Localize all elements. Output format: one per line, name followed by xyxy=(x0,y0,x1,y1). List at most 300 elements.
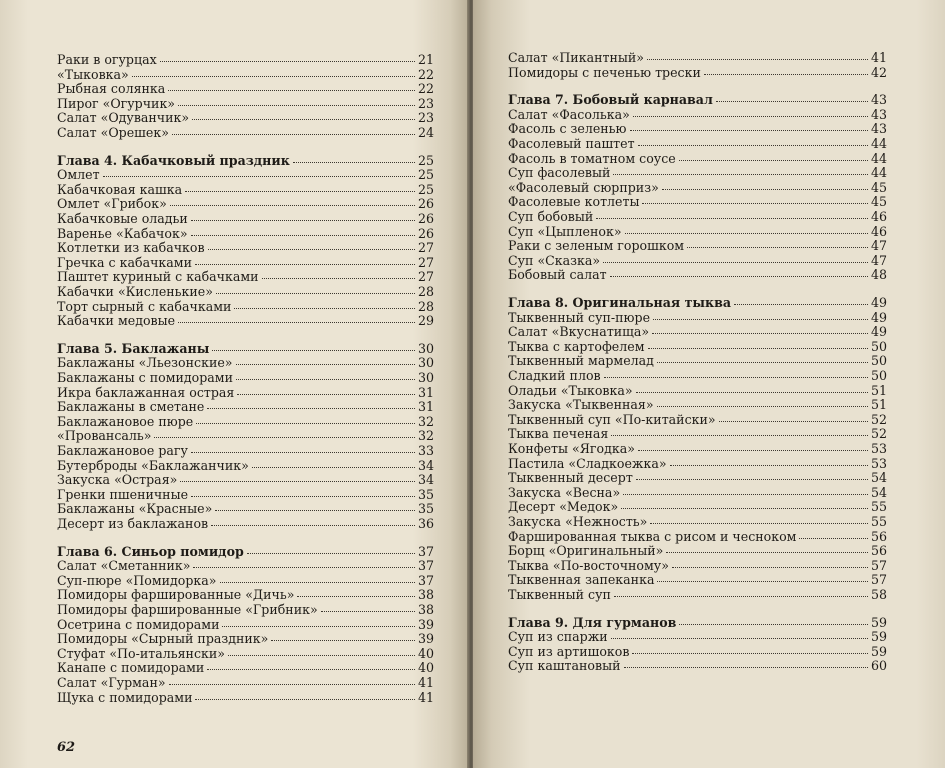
toc-entry xyxy=(508,427,887,441)
entry-title: Пастила «Сладкоежка» xyxy=(508,455,667,471)
entry-title: Суп из спаржи xyxy=(508,629,608,645)
dot-leader xyxy=(621,507,868,509)
entry-page-number: 48 xyxy=(870,267,887,283)
toc-entry xyxy=(508,354,887,368)
entry-page-number: 24 xyxy=(417,125,434,140)
entry-page-number: 59 xyxy=(870,614,887,630)
right-page xyxy=(473,0,945,768)
toc-entry xyxy=(57,632,434,646)
dot-leader xyxy=(614,595,868,597)
entry-page-number: 57 xyxy=(870,557,887,573)
entry-title: Канапе с помидорами xyxy=(57,660,205,676)
entry-title: Гренки пшеничные xyxy=(57,486,189,502)
toc-entry xyxy=(57,300,434,314)
dot-leader xyxy=(670,464,868,466)
dot-leader xyxy=(734,303,868,305)
toc-entry xyxy=(508,268,887,282)
dot-leader xyxy=(293,161,415,163)
dot-leader xyxy=(236,363,415,365)
toc-entry xyxy=(508,544,887,558)
dot-leader xyxy=(234,307,415,309)
toc-entry xyxy=(508,311,887,325)
entry-title: Салат «Орешек» xyxy=(57,125,169,140)
toc-entry xyxy=(508,630,887,644)
entry-title: Раки с зеленым горошком xyxy=(508,238,685,254)
toc-entry xyxy=(508,340,887,354)
dot-leader xyxy=(610,275,868,277)
entry-title: Тыква печеная xyxy=(508,426,609,442)
entry-title: Тыквенный мармелад xyxy=(508,353,654,369)
entry-page-number: 37 xyxy=(417,572,434,588)
entry-page-number: 41 xyxy=(870,50,887,65)
page-number: 62 xyxy=(57,740,76,755)
toc-entry xyxy=(57,517,434,531)
dot-leader xyxy=(687,246,868,248)
entry-title: Десерт «Медок» xyxy=(508,499,619,515)
dot-leader xyxy=(236,378,415,380)
toc-entry xyxy=(508,137,887,151)
dot-leader xyxy=(252,466,415,468)
entry-page-number: 25 xyxy=(417,181,434,197)
dot-leader xyxy=(662,188,868,190)
entry-page-number: 30 xyxy=(417,370,434,385)
entry-title: Тыквенный десерт xyxy=(508,470,633,486)
toc-entry xyxy=(57,68,434,82)
dot-leader xyxy=(228,654,415,656)
dot-leader xyxy=(195,263,415,265)
entry-page-number: 28 xyxy=(417,284,434,299)
entry-page-number: 28 xyxy=(417,298,434,314)
entry-title: Глава 8. Оригинальная тыква xyxy=(508,295,732,310)
entry-title: Осетрина с помидорами xyxy=(57,616,220,632)
entry-page-number: 30 xyxy=(417,340,434,356)
entry-title: Салат «Гурман» xyxy=(57,675,166,690)
toc-entry xyxy=(57,97,434,111)
entry-page-number: 31 xyxy=(417,399,434,415)
entry-page-number: 50 xyxy=(870,338,887,354)
toc-entry xyxy=(508,500,887,514)
entry-page-number: 41 xyxy=(417,689,434,705)
entry-title: Тыквенная запеканка xyxy=(508,572,655,588)
dot-leader xyxy=(220,581,415,583)
entry-page-number: 31 xyxy=(417,384,434,400)
entry-page-number: 49 xyxy=(870,324,887,340)
entry-page-number: 35 xyxy=(417,501,434,517)
entry-page-number: 43 xyxy=(870,92,887,108)
entry-page-number: 55 xyxy=(870,514,887,529)
dot-leader xyxy=(636,478,868,480)
dot-leader xyxy=(650,522,868,524)
dot-leader xyxy=(132,75,415,77)
dot-leader xyxy=(168,89,415,91)
dot-leader xyxy=(652,332,868,334)
dot-leader xyxy=(193,566,415,568)
dot-leader xyxy=(191,219,415,221)
entry-title: Салат «Одуванчик» xyxy=(57,110,190,126)
dot-leader xyxy=(321,610,415,612)
entry-title: Суп из артишоков xyxy=(508,643,630,659)
dot-leader xyxy=(207,668,415,670)
dot-leader xyxy=(657,405,868,407)
toc-entry xyxy=(57,691,434,705)
entry-page-number: 54 xyxy=(870,470,887,486)
entry-title: Помидоры фаршированные «Дичь» xyxy=(57,587,295,603)
entry-page-number: 29 xyxy=(417,313,434,329)
toc-entry xyxy=(57,183,434,197)
entry-title: Гречка с кабачками xyxy=(57,254,192,270)
entry-title: Баклажаны «Льезонские» xyxy=(57,355,233,371)
toc-entry xyxy=(57,400,434,414)
entry-title: Баклажановое рагу xyxy=(57,443,188,458)
entry-page-number: 56 xyxy=(870,528,887,544)
entry-page-number: 39 xyxy=(417,616,434,632)
entry-title: Тыквенный суп «По-китайски» xyxy=(508,411,716,427)
entry-page-number: 54 xyxy=(870,484,887,500)
entry-page-number: 46 xyxy=(870,209,887,224)
entry-page-number: 52 xyxy=(870,411,887,427)
entry-page-number: 43 xyxy=(870,121,887,137)
entry-page-number: 27 xyxy=(417,269,434,285)
dot-leader xyxy=(262,277,415,279)
entry-title: Суп бобовый xyxy=(508,209,594,224)
entry-page-number: 57 xyxy=(870,572,887,588)
entry-page-number: 55 xyxy=(870,499,887,515)
entry-title: Глава 7. Бобовый карнавал xyxy=(508,92,713,108)
toc-entry xyxy=(57,212,434,226)
dot-leader xyxy=(716,100,868,102)
toc-entry xyxy=(508,225,887,239)
dot-leader xyxy=(625,232,868,234)
toc-entry xyxy=(57,197,434,211)
entry-title: Глава 5. Баклажаны xyxy=(57,340,210,356)
toc-entry xyxy=(508,442,887,456)
entry-page-number: 51 xyxy=(870,397,887,413)
entry-title: Кабачковая кашка xyxy=(57,181,183,197)
toc-entry xyxy=(508,515,887,529)
dot-leader xyxy=(603,261,868,263)
entry-title: Салат «Фасолька» xyxy=(508,106,630,122)
dot-leader xyxy=(638,144,868,146)
entry-page-number: 32 xyxy=(417,428,434,444)
entry-page-number: 50 xyxy=(870,353,887,369)
toc-entry xyxy=(508,210,887,224)
entry-title: Конфеты «Ягодка» xyxy=(508,441,635,456)
toc-entry xyxy=(57,661,434,675)
entry-title: Тыквенный суп xyxy=(508,587,611,602)
entry-title: Омлет xyxy=(57,167,100,183)
dot-leader xyxy=(648,347,868,349)
dot-leader xyxy=(611,434,868,436)
toc-entry xyxy=(57,618,434,632)
toc-entry xyxy=(57,574,434,588)
entry-title: Фасолевые котлеты xyxy=(508,194,640,210)
entry-title: «Фасолевый сюрприз» xyxy=(508,179,659,195)
toc-chapter-entry xyxy=(508,616,887,630)
entry-title: Глава 6. Синьор помидор xyxy=(57,543,244,559)
entry-page-number: 27 xyxy=(417,240,434,256)
entry-title: Фаршированная тыква с рисом и чесноком xyxy=(508,528,797,544)
entry-title: Глава 9. Для гурманов xyxy=(508,614,677,630)
dot-leader xyxy=(169,683,415,685)
entry-page-number: 36 xyxy=(417,516,434,531)
entry-page-number: 51 xyxy=(870,382,887,398)
dot-leader xyxy=(613,173,868,175)
toc-entry xyxy=(57,126,434,140)
dot-leader xyxy=(719,420,868,422)
entry-page-number: 47 xyxy=(870,252,887,268)
dot-leader xyxy=(191,234,415,236)
left-page xyxy=(0,0,469,768)
entry-page-number: 47 xyxy=(870,238,887,254)
toc-entry xyxy=(508,588,887,602)
entry-title: Помидоры фаршированные «Грибник» xyxy=(57,602,318,617)
toc-entry xyxy=(57,559,434,573)
entry-page-number: 44 xyxy=(870,165,887,181)
entry-page-number: 45 xyxy=(870,194,887,210)
entry-page-number: 22 xyxy=(417,81,434,97)
toc-entry xyxy=(57,227,434,241)
toc-entry xyxy=(57,386,434,400)
entry-title: Щука с помидорами xyxy=(57,689,193,705)
toc-entry xyxy=(57,603,434,617)
toc-entry xyxy=(57,588,434,602)
entry-title: Баклажаны в сметане xyxy=(57,399,205,415)
entry-page-number: 26 xyxy=(417,211,434,226)
toc-entry xyxy=(508,166,887,180)
entry-page-number: 33 xyxy=(417,443,434,458)
entry-page-number: 37 xyxy=(417,558,434,574)
dot-leader xyxy=(178,321,415,323)
toc-entry xyxy=(57,270,434,284)
entry-title: Салат «Сметанник» xyxy=(57,558,191,574)
entry-title: Оладьи «Тыковка» xyxy=(508,382,633,398)
entry-page-number: 59 xyxy=(870,643,887,659)
entry-title: Бутерброды «Баклажанчик» xyxy=(57,457,249,473)
entry-title: Бобовый салат xyxy=(508,267,607,283)
entry-page-number: 22 xyxy=(417,66,434,82)
entry-title: Фасолевый паштет xyxy=(508,136,635,151)
toc-entry xyxy=(508,471,887,485)
toc-entry xyxy=(508,181,887,195)
dot-leader xyxy=(623,493,868,495)
dot-leader xyxy=(642,202,867,204)
entry-page-number: 23 xyxy=(417,110,434,126)
entry-page-number: 35 xyxy=(417,486,434,502)
entry-page-number: 25 xyxy=(417,152,434,168)
entry-title: Салат «Пикантный» xyxy=(508,50,644,65)
toc-entry xyxy=(57,314,434,328)
toc-entry xyxy=(57,168,434,182)
toc-entry xyxy=(508,239,887,253)
entry-page-number: 56 xyxy=(870,543,887,559)
toc-entry xyxy=(57,444,434,458)
entry-page-number: 32 xyxy=(417,413,434,429)
dot-leader xyxy=(604,376,868,378)
toc-entry xyxy=(508,486,887,500)
toc-entry xyxy=(508,530,887,544)
entry-page-number: 21 xyxy=(417,52,434,67)
entry-title: Глава 4. Кабачковый праздник xyxy=(57,152,290,168)
toc-entry xyxy=(57,256,434,270)
dot-leader xyxy=(638,449,868,451)
entry-page-number: 27 xyxy=(417,254,434,270)
entry-title: Торт сырный с кабачками xyxy=(57,298,232,314)
entry-page-number: 30 xyxy=(417,355,434,371)
entry-title: Кабачки «Кисленькие» xyxy=(57,284,213,299)
entry-page-number: 49 xyxy=(870,295,887,310)
dot-leader xyxy=(653,318,868,320)
dot-leader xyxy=(196,422,415,424)
entry-page-number: 43 xyxy=(870,106,887,122)
entry-title: Омлет «Грибок» xyxy=(57,196,167,212)
dot-leader xyxy=(657,580,868,582)
entry-title: Кабачки медовые xyxy=(57,313,176,329)
toc-chapter-entry xyxy=(508,93,887,107)
entry-title: Закуска «Тыквенная» xyxy=(508,397,654,413)
entry-title: Стуфат «По-итальянски» xyxy=(57,645,225,661)
entry-page-number: 34 xyxy=(417,457,434,473)
entry-title: Суп-пюре «Помидорка» xyxy=(57,572,217,588)
dot-leader xyxy=(679,159,868,161)
toc-entry xyxy=(508,384,887,398)
entry-title: «Провансаль» xyxy=(57,428,152,444)
entry-page-number: 26 xyxy=(417,225,434,241)
entry-title: Тыквенный суп-пюре xyxy=(508,309,651,325)
entry-page-number: 23 xyxy=(417,95,434,111)
entry-title: Паштет куриный с кабачками xyxy=(57,269,259,285)
toc-entry xyxy=(57,356,434,370)
dot-leader xyxy=(170,204,415,206)
entry-page-number: 37 xyxy=(417,543,434,559)
dot-leader xyxy=(271,639,415,641)
entry-title: Сладкий плов xyxy=(508,368,601,383)
entry-page-number: 53 xyxy=(870,455,887,471)
toc-entry xyxy=(508,51,887,65)
entry-page-number: 49 xyxy=(870,309,887,325)
toc-entry xyxy=(57,371,434,385)
dot-leader xyxy=(215,509,415,511)
entry-title: Кабачковые оладьи xyxy=(57,211,188,226)
dot-leader xyxy=(216,292,415,294)
dot-leader xyxy=(596,217,868,219)
toc-entry xyxy=(57,502,434,516)
dot-leader xyxy=(247,552,415,554)
entry-page-number: 25 xyxy=(417,167,434,183)
dot-leader xyxy=(297,595,415,597)
toc-entry xyxy=(57,111,434,125)
toc-entry xyxy=(508,659,887,673)
dot-leader xyxy=(611,637,868,639)
dot-leader xyxy=(191,495,415,497)
dot-leader xyxy=(624,666,868,668)
dot-leader xyxy=(630,129,868,131)
entry-title: Салат «Вкуснатища» xyxy=(508,324,650,340)
dot-leader xyxy=(180,480,415,482)
toc-entry xyxy=(57,647,434,661)
toc-entry xyxy=(508,457,887,471)
entry-title: Суп фасолевый xyxy=(508,165,611,181)
dot-leader xyxy=(212,349,415,351)
dot-leader xyxy=(211,524,415,526)
entry-page-number: 39 xyxy=(417,631,434,647)
entry-title: Баклажаны с помидорами xyxy=(57,370,233,385)
toc-entry xyxy=(57,415,434,429)
toc-entry xyxy=(57,285,434,299)
toc-entry xyxy=(57,473,434,487)
toc-chapter-entry xyxy=(508,296,887,310)
dot-leader xyxy=(633,115,868,117)
toc-entry xyxy=(508,369,887,383)
toc-entry xyxy=(508,195,887,209)
dot-leader xyxy=(799,537,867,539)
toc-entry xyxy=(57,676,434,690)
dot-leader xyxy=(195,698,414,700)
toc-entry xyxy=(57,459,434,473)
toc-entry xyxy=(508,573,887,587)
toc-entry xyxy=(57,82,434,96)
entry-title: Фасоль с зеленью xyxy=(508,121,627,137)
toc-entry xyxy=(508,645,887,659)
dot-leader xyxy=(185,190,415,192)
entry-page-number: 58 xyxy=(870,587,887,602)
entry-page-number: 44 xyxy=(870,150,887,166)
entry-title: Десерт из баклажанов xyxy=(57,516,209,531)
entry-title: Суп «Сказка» xyxy=(508,252,601,268)
entry-page-number: 52 xyxy=(870,426,887,442)
entry-page-number: 46 xyxy=(870,223,887,239)
entry-title: Тыква с картофелем xyxy=(508,338,645,354)
entry-title: Суп «Цыпленок» xyxy=(508,223,622,239)
entry-page-number: 60 xyxy=(870,658,887,674)
dot-leader xyxy=(103,175,415,177)
dot-leader xyxy=(192,118,415,120)
entry-title: Борщ «Оригинальный» xyxy=(508,543,664,559)
dot-leader xyxy=(222,625,414,627)
entry-title: Помидоры «Сырный праздник» xyxy=(57,631,269,647)
entry-title: Закуска «Нежность» xyxy=(508,514,648,529)
toc-entry xyxy=(57,53,434,67)
dot-leader xyxy=(208,248,415,250)
entry-page-number: 40 xyxy=(417,645,434,661)
entry-page-number: 59 xyxy=(870,629,887,645)
dot-leader xyxy=(666,551,868,553)
entry-title: Суп каштановый xyxy=(508,658,621,674)
toc-entry xyxy=(57,429,434,443)
toc-chapter-entry xyxy=(57,342,434,356)
entry-page-number: 44 xyxy=(870,136,887,151)
dot-leader xyxy=(657,361,868,363)
toc-chapter-entry xyxy=(57,154,434,168)
entry-title: Закуска «Острая» xyxy=(57,472,178,488)
entry-title: Тыква «По-восточному» xyxy=(508,557,669,573)
entry-title: Помидоры с печенью трески xyxy=(508,64,701,80)
entry-title: «Тыковка» xyxy=(57,66,129,82)
entry-title: Пирог «Огурчик» xyxy=(57,95,176,111)
toc-entry xyxy=(57,241,434,255)
entry-page-number: 42 xyxy=(870,64,887,80)
entry-title: Икра баклажанная острая xyxy=(57,384,235,400)
toc-entry xyxy=(508,325,887,339)
toc-entry xyxy=(508,413,887,427)
entry-title: Баклажаны «Красные» xyxy=(57,501,213,517)
dot-leader xyxy=(178,104,415,106)
entry-page-number: 41 xyxy=(417,675,434,690)
dot-leader xyxy=(679,623,868,625)
dot-leader xyxy=(160,60,415,62)
toc-entry xyxy=(508,398,887,412)
dot-leader xyxy=(237,393,415,395)
toc-entry xyxy=(508,254,887,268)
